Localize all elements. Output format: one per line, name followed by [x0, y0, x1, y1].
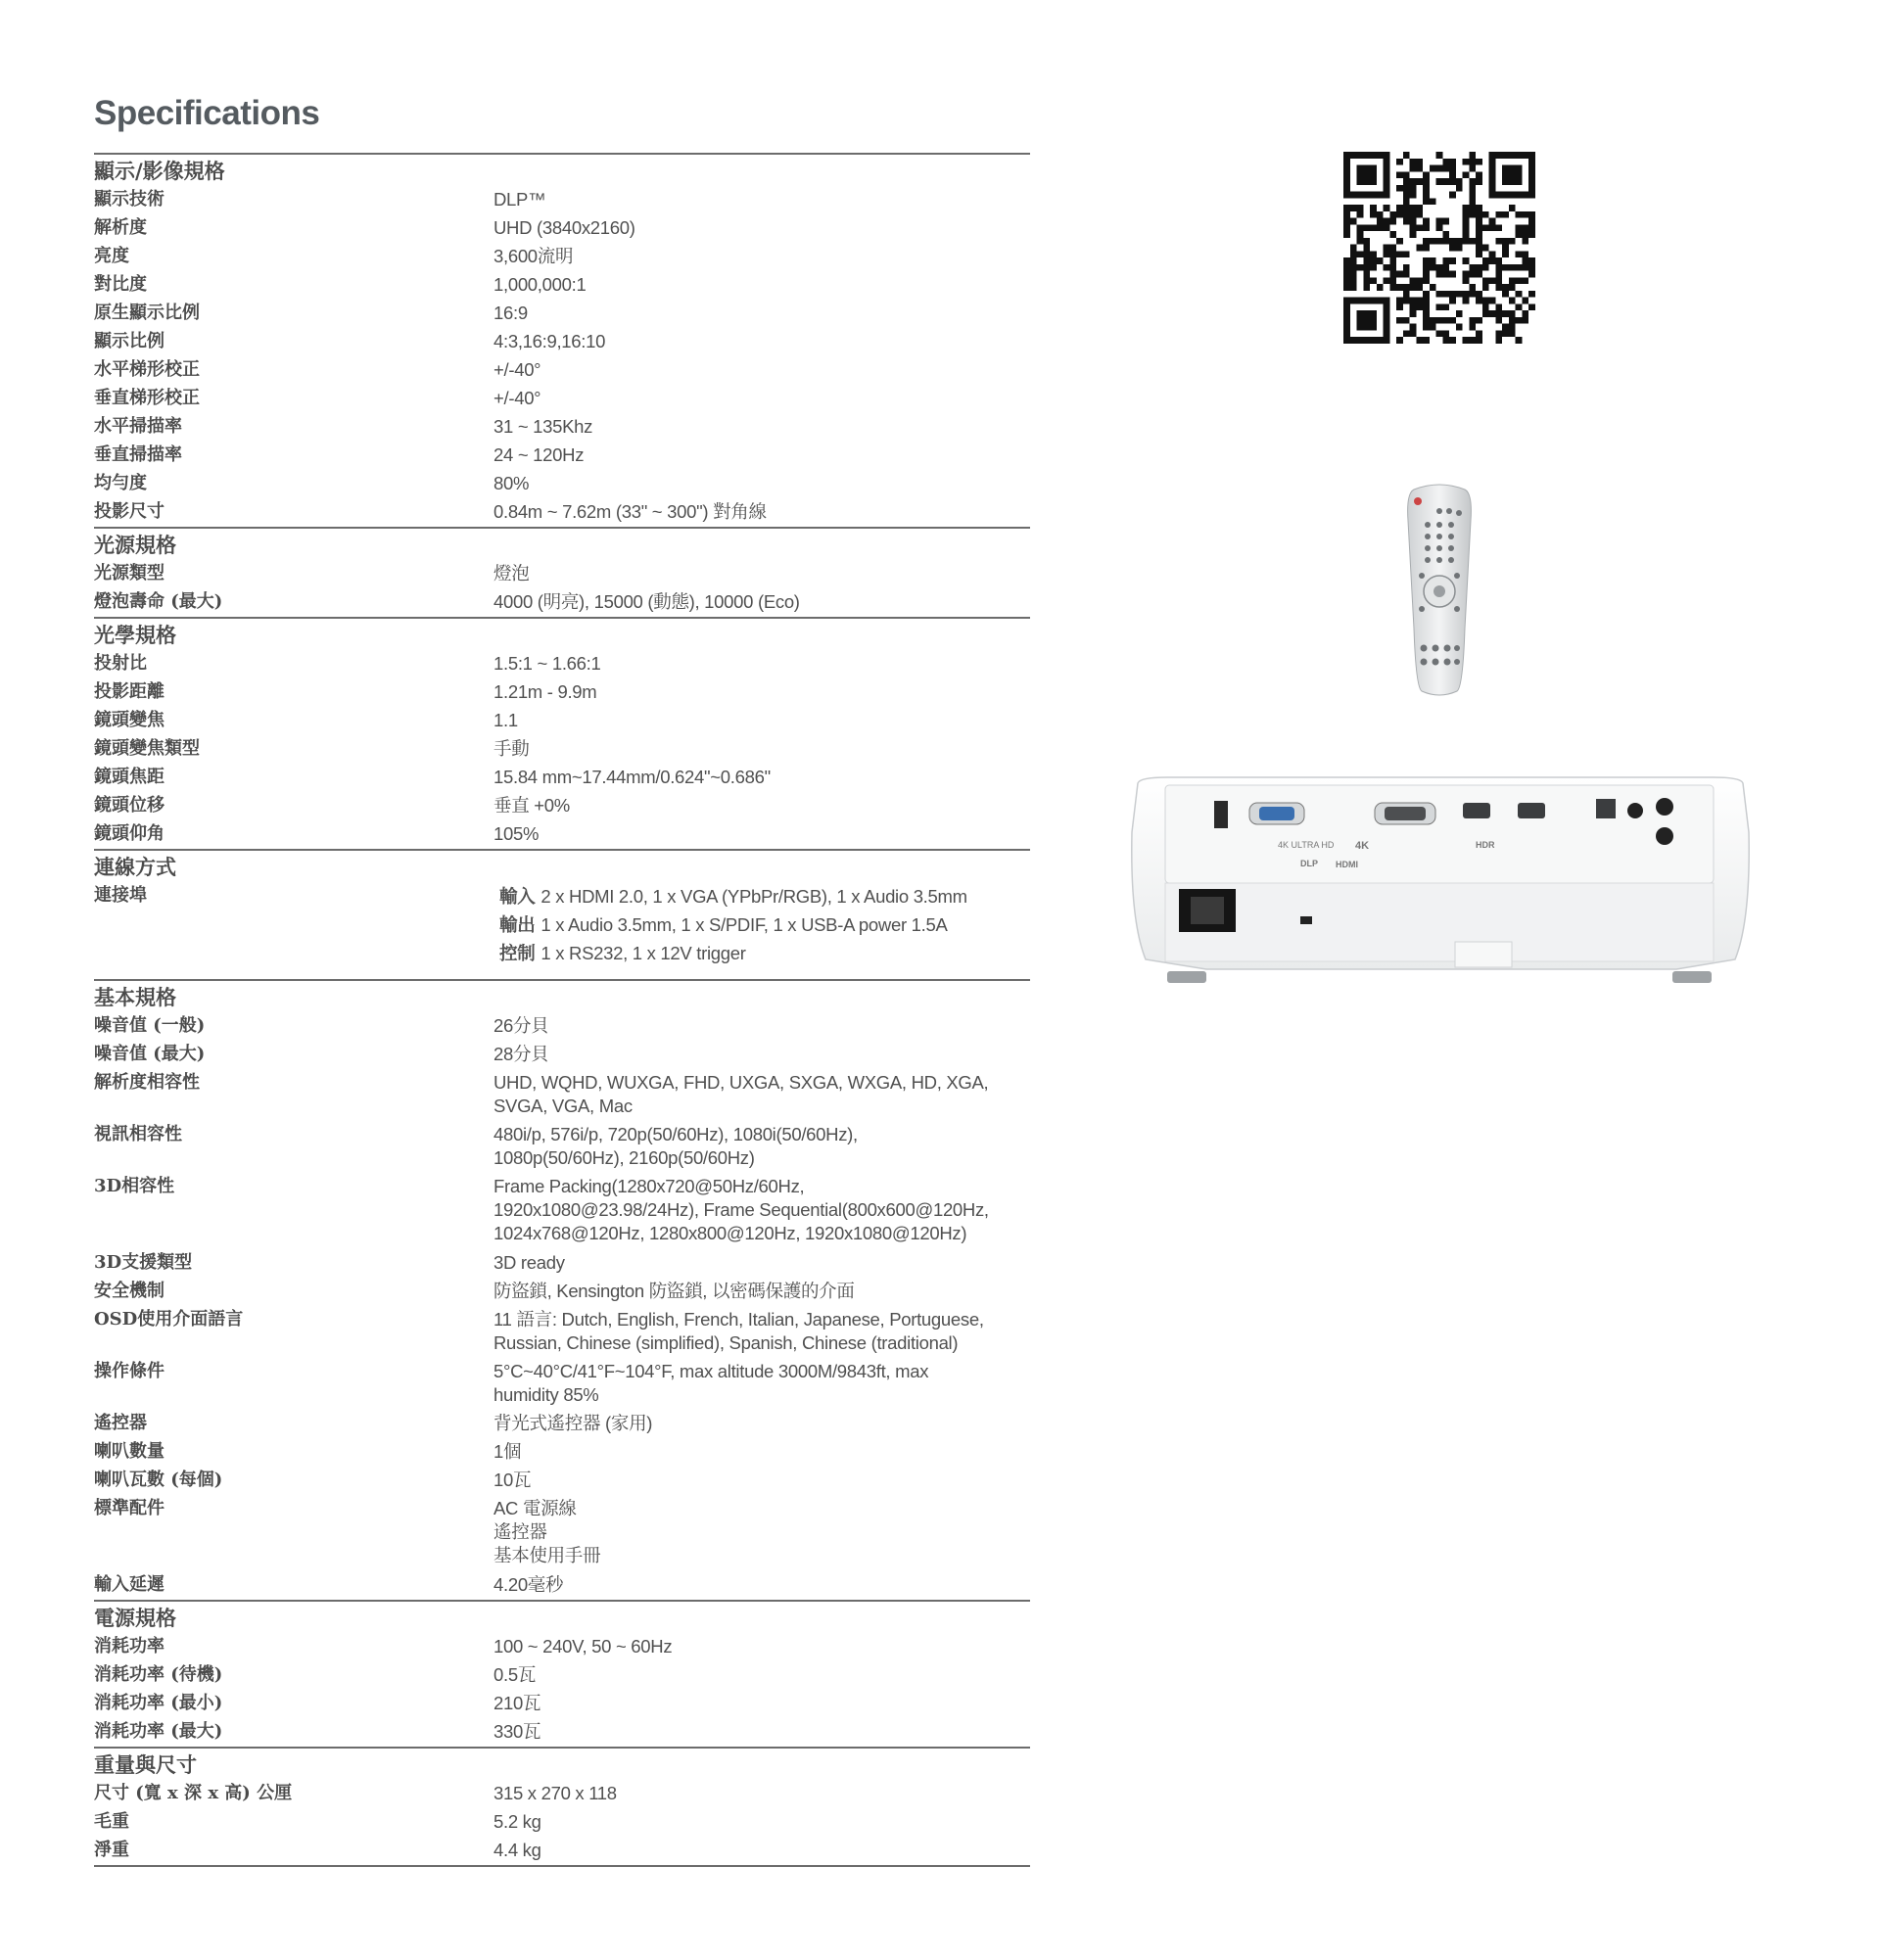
spec-value: [494, 1495, 1030, 1571]
spec-value: 100 ~ 240V, 50 ~ 60Hz: [494, 1636, 673, 1657]
spec-row: [94, 1278, 1030, 1306]
spec-value: 10瓦: [494, 1470, 532, 1490]
spec-value: 5.2 kg: [494, 1811, 541, 1832]
spec-value: [494, 1358, 1030, 1410]
port-value: 1 x Audio 3.5mm, 1 x S/PDIF, 1 x USB-A power 1.5A: [540, 914, 948, 935]
spec-row: [94, 1069, 1030, 1121]
spec-row: [94, 1837, 1030, 1865]
spec-label: 輸入延遲: [94, 1574, 164, 1595]
spec-row: [94, 1808, 1030, 1837]
spec-value-line: SVGA, VGA, Mac: [494, 1096, 633, 1116]
spec-value: [494, 1121, 1030, 1173]
spec-label: 喇叭數量: [94, 1441, 164, 1462]
port-value: 2 x HDMI 2.0, 1 x VGA (YPbPr/RGB), 1 x Audio 3.5mm: [540, 886, 967, 907]
spec-row: [94, 882, 1030, 979]
spec-value: 315 x 270 x 118: [494, 1783, 617, 1803]
spec-label: 連接埠: [94, 885, 147, 906]
spec-row: [94, 328, 1030, 356]
spec-row: [94, 1661, 1030, 1690]
spec-label: 水平梯形校正: [94, 359, 200, 380]
spec-label: 投影距離: [94, 681, 164, 702]
dlp-logo: DLP: [1300, 859, 1318, 868]
projector-rear-image: [1128, 773, 1753, 1008]
page-title: Specifications: [94, 94, 320, 132]
spec-label: 毛重: [94, 1811, 129, 1832]
spec-value: 210瓦: [494, 1693, 541, 1713]
spec-value: 0.84m ~ 7.62m (33" ~ 300") 對角線: [494, 501, 767, 522]
spec-row: [94, 588, 1030, 617]
spec-label: 喇叭瓦數 (每個): [94, 1470, 223, 1490]
spec-label: 遙控器: [94, 1413, 147, 1433]
spec-value-line: UHD, WQHD, WUXGA, FHD, UXGA, SXGA, WXGA, HD, XGA,: [494, 1072, 989, 1093]
spec-row: [94, 243, 1030, 271]
spec-label: 原生顯示比例: [94, 303, 200, 323]
spec-value: [494, 1306, 1030, 1358]
spec-label: 投影尺寸: [94, 501, 164, 522]
section-display: [94, 153, 1030, 527]
qr-code[interactable]: [1343, 152, 1535, 344]
spec-label: 噪音值 (最大): [94, 1044, 206, 1064]
section-general: [94, 979, 1030, 1600]
spec-label: 投射比: [94, 653, 147, 674]
spec-row: [94, 560, 1030, 588]
spec-row: [94, 271, 1030, 300]
spec-row: [94, 1041, 1030, 1069]
spec-label: 視訊相容性: [94, 1124, 182, 1144]
spec-row: [94, 678, 1030, 707]
spec-value-line: Frame Packing(1280x720@50Hz/60Hz,: [494, 1176, 805, 1196]
spec-row: [94, 1780, 1030, 1808]
spec-label: 3D相容性: [94, 1176, 175, 1196]
spec-value: 16:9: [494, 303, 528, 323]
spec-row: [94, 1467, 1030, 1495]
spec-value: 4000 (明亮), 15000 (動態), 10000 (Eco): [494, 591, 800, 612]
section-title: 光學規格: [94, 623, 176, 647]
spec-value: +/-40°: [494, 388, 541, 408]
spec-label: 垂直掃描率: [94, 444, 182, 465]
spec-label: 消耗功率: [94, 1636, 164, 1657]
spec-label: 對比度: [94, 274, 147, 295]
spec-value: 1.21m - 9.9m: [494, 681, 597, 702]
spec-row: [94, 707, 1030, 735]
spec-value: 31 ~ 135Khz: [494, 416, 593, 437]
spec-value: 24 ~ 120Hz: [494, 444, 585, 465]
spec-row: [94, 792, 1030, 820]
spec-label: 鏡頭變焦類型: [94, 738, 200, 759]
section-optics: [94, 617, 1030, 849]
spec-value: 背光式遙控器 (家用): [494, 1413, 653, 1433]
spec-value-line: 1920x1080@23.98/24Hz), Frame Sequential(800x600@120Hz,: [494, 1199, 989, 1220]
spec-row: [94, 186, 1030, 214]
spec-value: 4.20毫秒: [494, 1574, 564, 1595]
spec-value: 28分貝: [494, 1044, 549, 1064]
section-light-source: [94, 527, 1030, 617]
spec-value-line: 5°C~40°C/41°F~104°F, max altitude 3000M/9843ft, max: [494, 1361, 929, 1381]
spec-label: 光源類型: [94, 563, 164, 583]
spec-row: [94, 1173, 1030, 1249]
spec-row: [94, 470, 1030, 498]
spec-value: 4.4 kg: [494, 1840, 541, 1860]
hdmi-logo: HDMI: [1336, 860, 1358, 869]
spec-value-line: 遙控器: [494, 1521, 547, 1542]
section-weight-dimensions: [94, 1747, 1030, 1867]
spec-row: [94, 498, 1030, 527]
hdr-logo: HDR: [1476, 840, 1495, 850]
port-value: 1 x RS232, 1 x 12V trigger: [540, 943, 746, 963]
spec-row: [94, 820, 1030, 849]
section-title: 顯示/影像規格: [94, 159, 225, 183]
spec-value: 燈泡: [494, 563, 530, 583]
spec-value: 1.5:1 ~ 1.66:1: [494, 653, 601, 674]
spec-value-line: AC 電源線: [494, 1498, 577, 1518]
spec-value: 105%: [494, 823, 540, 844]
spec-value-line: 1024x768@120Hz, 1280x800@120Hz, 1920x1080@120Hz): [494, 1223, 967, 1243]
badge-4k: 4K: [1355, 840, 1370, 852]
spec-label: 鏡頭位移: [94, 795, 164, 816]
spec-label: 尺寸 (寬 x 深 x 高) 公厘: [94, 1783, 293, 1803]
section-power: [94, 1600, 1030, 1747]
spec-label: 消耗功率 (最大): [94, 1721, 223, 1742]
spec-row: [94, 442, 1030, 470]
spec-row: [94, 1306, 1030, 1358]
spec-value: 手動: [494, 738, 530, 759]
spec-value-line: 基本使用手冊: [494, 1545, 601, 1565]
spec-row: [94, 1718, 1030, 1747]
spec-row: [94, 300, 1030, 328]
remote-control-image: [1400, 482, 1479, 697]
spec-row: [94, 1690, 1030, 1718]
spec-label: 鏡頭變焦: [94, 710, 164, 730]
spec-row: [94, 1495, 1030, 1571]
port-kind: 輸出: [499, 915, 536, 936]
spec-row: [94, 1249, 1030, 1278]
spec-label: 消耗功率 (待機): [94, 1664, 223, 1685]
spec-value: 4:3,16:9,16:10: [494, 331, 606, 351]
spec-value: [494, 1173, 1030, 1249]
spec-label: 安全機制: [94, 1281, 164, 1301]
spec-label: 消耗功率 (最小): [94, 1693, 223, 1713]
port-line-input: [499, 882, 1030, 910]
spec-row: [94, 1121, 1030, 1173]
spec-row: [94, 385, 1030, 413]
port-kind: 控制: [499, 944, 536, 964]
spec-label: 亮度: [94, 246, 129, 266]
section-connectivity: [94, 849, 1030, 979]
spec-label: 燈泡壽命 (最大): [94, 591, 223, 612]
section-title: 重量與尺寸: [94, 1752, 197, 1777]
spec-value: 垂直 +0%: [494, 795, 570, 816]
spec-row: [94, 413, 1030, 442]
spec-label: 鏡頭仰角: [94, 823, 164, 844]
spec-value: 26分貝: [494, 1015, 549, 1036]
port-line-output: [499, 910, 1030, 939]
spec-label: 淨重: [94, 1840, 129, 1860]
spec-label: 均勻度: [94, 473, 147, 493]
spec-value: 80%: [494, 473, 530, 493]
spec-label: 垂直梯形校正: [94, 388, 200, 408]
spec-label: 解析度相容性: [94, 1072, 200, 1093]
section-title: 連線方式: [94, 855, 176, 879]
spec-row: [94, 214, 1030, 243]
spec-value: 防盜鎖, Kensington 防盜鎖, 以密碼保護的介面: [494, 1281, 855, 1301]
spec-value: 15.84 mm~17.44mm/0.624"~0.686": [494, 767, 771, 787]
spec-value: 3,600流明: [494, 246, 574, 266]
spec-value: [494, 1069, 1030, 1121]
spec-label: 鏡頭焦距: [94, 767, 164, 787]
spec-value: DLP™: [494, 189, 546, 210]
spec-value: 330瓦: [494, 1721, 541, 1742]
spec-row: [94, 356, 1030, 385]
spec-label: 解析度: [94, 217, 147, 238]
section-title: 基本規格: [94, 985, 176, 1009]
spec-label: 標準配件: [94, 1498, 164, 1518]
spec-value-line: Russian, Chinese (simplified), Spanish, Chinese (traditional): [494, 1332, 959, 1353]
spec-row: [94, 1438, 1030, 1467]
spec-label: 3D支援類型: [94, 1252, 193, 1273]
spec-row: [94, 735, 1030, 764]
spec-row: [94, 1633, 1030, 1661]
spec-value: +/-40°: [494, 359, 541, 380]
spec-label: 水平掃描率: [94, 416, 182, 437]
spec-value: 1,000,000:1: [494, 274, 587, 295]
spec-label: 噪音值 (一般): [94, 1015, 206, 1036]
port-line-control: [499, 939, 1030, 967]
spec-value: 1.1: [494, 710, 518, 730]
spec-value: 1個: [494, 1441, 522, 1462]
spec-value: 3D ready: [494, 1252, 565, 1273]
ultra-hd-logo: 4K ULTRA HD: [1278, 840, 1335, 850]
spec-label: OSD使用介面語言: [94, 1309, 244, 1330]
spec-value: [494, 882, 1030, 967]
spec-label: 顯示技術: [94, 189, 164, 210]
spec-row: [94, 764, 1030, 792]
spec-value-line: 480i/p, 576i/p, 720p(50/60Hz), 1080i(50/60Hz),: [494, 1124, 858, 1144]
spec-row: [94, 650, 1030, 678]
spec-row: [94, 1410, 1030, 1438]
spec-value-line: 1080p(50/60Hz), 2160p(50/60Hz): [494, 1147, 755, 1168]
spec-value: 0.5瓦: [494, 1664, 537, 1685]
spec-table: [94, 153, 1030, 1867]
section-title: 電源規格: [94, 1606, 176, 1630]
spec-value: UHD (3840x2160): [494, 217, 635, 238]
port-kind: 輸入: [499, 887, 536, 908]
spec-label: 顯示比例: [94, 331, 164, 351]
spec-value-line: 11 語言: Dutch, English, French, Italian, Japanese, Portuguese,: [494, 1309, 984, 1330]
spec-row: [94, 1571, 1030, 1600]
section-title: 光源規格: [94, 533, 176, 557]
spec-label: 操作條件: [94, 1361, 164, 1381]
spec-row: [94, 1358, 1030, 1410]
spec-value-line: humidity 85%: [494, 1384, 599, 1405]
spec-row: [94, 1012, 1030, 1041]
